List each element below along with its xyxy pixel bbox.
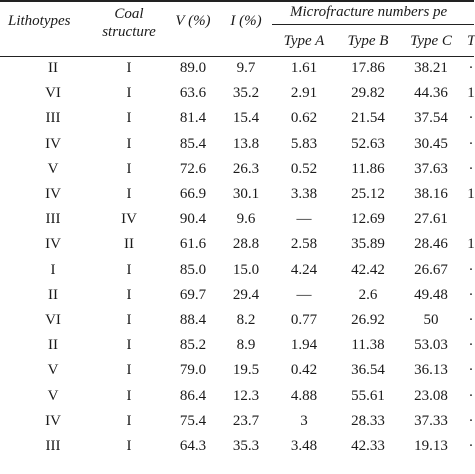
cell-type-b: 2.6 xyxy=(358,286,378,303)
cell-type-d: 1 xyxy=(467,186,475,202)
cell-type-d: · xyxy=(468,110,474,127)
header-rule xyxy=(0,56,474,57)
cell-type-c: 37.63 xyxy=(414,160,448,177)
cell-v: 88.4 xyxy=(179,312,207,328)
cell-type-d: · xyxy=(468,286,474,303)
cell-type-c: 37.33 xyxy=(414,412,448,429)
cell-coal-structure: I xyxy=(126,110,132,127)
cell-lithotype: III xyxy=(45,211,61,228)
cell-lithotype: II xyxy=(48,337,58,354)
table-row xyxy=(0,134,474,159)
cell-i: 35.2 xyxy=(232,85,260,102)
cell-i: 15.4 xyxy=(232,110,260,127)
cell-type-d: · xyxy=(468,312,474,328)
header-coal-structure-line1: Coal xyxy=(114,6,144,22)
cell-type-d: · xyxy=(468,160,474,177)
cell-coal-structure: I xyxy=(126,412,132,429)
cell-lithotype: VI xyxy=(45,85,61,102)
cell-i: 15.0 xyxy=(232,261,260,278)
cell-coal-structure: I xyxy=(126,135,132,152)
cell-type-b: 12.69 xyxy=(351,211,385,228)
cell-v: 89.0 xyxy=(179,60,207,76)
cell-type-b: 26.92 xyxy=(351,312,385,328)
table-row xyxy=(0,386,474,411)
cell-type-d: · xyxy=(468,387,474,404)
header-v: V (%) xyxy=(175,13,211,29)
cell-type-c: 27.61 xyxy=(414,211,448,228)
cell-type-c: 44.36 xyxy=(414,85,448,102)
cell-i: 9.6 xyxy=(236,211,256,228)
cell-lithotype: IV xyxy=(45,412,61,429)
table-row xyxy=(0,209,474,234)
cell-type-b: 29.82 xyxy=(351,85,385,102)
cell-type-d: · xyxy=(468,337,474,354)
cell-type-b: 35.89 xyxy=(351,236,385,253)
cell-coal-structure: I xyxy=(126,85,132,102)
table-row xyxy=(0,58,474,83)
cell-v: 85.0 xyxy=(179,261,207,278)
cell-type-c: 28.46 xyxy=(414,236,448,253)
cell-type-c: 36.13 xyxy=(414,362,448,379)
cell-type-d: 1 xyxy=(467,236,475,253)
cell-v: 66.9 xyxy=(179,186,207,202)
cell-type-c: 23.08 xyxy=(414,387,448,404)
cell-lithotype: III xyxy=(45,110,61,127)
table-row xyxy=(0,411,474,436)
cell-i: 29.4 xyxy=(232,286,260,303)
cell-i: 30.1 xyxy=(232,186,260,202)
header-type-d: T xyxy=(467,33,475,49)
cell-type-d: · xyxy=(468,362,474,379)
header-coal-structure-line2: structure xyxy=(102,24,156,40)
table-row xyxy=(0,285,474,310)
cell-type-c: 49.48 xyxy=(414,286,448,303)
cell-type-a: 3 xyxy=(300,412,308,429)
cell-v: 85.4 xyxy=(179,135,207,152)
cell-i: 9.7 xyxy=(236,60,256,76)
cell-type-c: 38.21 xyxy=(414,60,448,76)
cell-type-c: 38.16 xyxy=(414,186,448,202)
cell-type-b: 11.86 xyxy=(351,160,385,177)
cell-lithotype: VI xyxy=(45,312,61,328)
table-row xyxy=(0,436,474,461)
cell-coal-structure: I xyxy=(126,337,132,354)
cell-type-a: 0.52 xyxy=(290,160,318,177)
cell-type-c: 37.54 xyxy=(414,110,448,127)
cell-coal-structure: I xyxy=(126,387,132,404)
cell-type-d: · xyxy=(468,135,474,152)
cell-coal-structure: I xyxy=(126,312,132,328)
cell-v: 86.4 xyxy=(179,387,207,404)
cell-i: 12.3 xyxy=(232,387,260,404)
cell-v: 85.2 xyxy=(179,337,207,354)
cell-type-a: — xyxy=(296,211,312,228)
cell-type-c: 53.03 xyxy=(414,337,448,354)
cell-type-a: 4.88 xyxy=(290,387,318,404)
table-row xyxy=(0,310,474,335)
cell-type-a: 1.61 xyxy=(290,60,318,76)
cell-type-c: 26.67 xyxy=(414,261,448,278)
cell-type-b: 21.54 xyxy=(351,110,385,127)
cell-lithotype: I xyxy=(50,261,56,278)
cell-v: 69.7 xyxy=(179,286,207,303)
cell-i: 35.3 xyxy=(232,438,260,454)
cell-coal-structure: I xyxy=(126,261,132,278)
cell-lithotype: IV xyxy=(45,236,61,253)
cell-type-a: 0.42 xyxy=(290,362,318,379)
cell-coal-structure: II xyxy=(124,236,134,253)
cell-i: 8.2 xyxy=(236,312,256,328)
cell-v: 63.6 xyxy=(179,85,207,102)
cell-i: 19.5 xyxy=(232,362,260,379)
table-row xyxy=(0,360,474,385)
cell-type-b: 42.42 xyxy=(351,261,385,278)
cell-lithotype: II xyxy=(48,286,58,303)
cell-type-a: 3.48 xyxy=(290,438,318,454)
table-row xyxy=(0,159,474,184)
cell-coal-structure: I xyxy=(126,286,132,303)
cell-lithotype: V xyxy=(47,387,59,404)
cell-type-a: 5.83 xyxy=(290,135,318,152)
cell-type-a: 3.38 xyxy=(290,186,318,202)
cell-coal-structure: I xyxy=(126,438,132,454)
cell-type-b: 36.54 xyxy=(351,362,385,379)
cell-type-a: 1.94 xyxy=(290,337,318,354)
header-type-a: Type A xyxy=(283,33,325,49)
cell-type-c: 50 xyxy=(423,312,439,328)
cell-type-a: 0.77 xyxy=(290,312,318,328)
cell-type-b: 52.63 xyxy=(351,135,385,152)
cell-lithotype: V xyxy=(47,160,59,177)
cell-type-a: — xyxy=(296,286,312,303)
cell-type-b: 17.86 xyxy=(351,60,385,76)
group-underline xyxy=(272,24,474,25)
header-i: I (%) xyxy=(230,13,262,29)
cell-i: 23.7 xyxy=(232,412,260,429)
table-row xyxy=(0,108,474,133)
cell-type-b: 55.61 xyxy=(351,387,385,404)
cell-lithotype: II xyxy=(48,60,58,76)
cell-type-d: · xyxy=(468,261,474,278)
cell-lithotype: IV xyxy=(45,186,61,202)
cell-v: 64.3 xyxy=(179,438,207,454)
cell-type-d: · xyxy=(468,438,474,454)
cell-lithotype: III xyxy=(45,438,61,454)
table-row xyxy=(0,234,474,259)
cell-lithotype: V xyxy=(47,362,59,379)
cell-coal-structure: IV xyxy=(121,211,137,228)
cell-v: 61.6 xyxy=(179,236,207,253)
cell-i: 8.9 xyxy=(236,337,256,354)
cell-i: 28.8 xyxy=(232,236,260,253)
cell-coal-structure: I xyxy=(126,186,132,202)
cell-type-a: 4.24 xyxy=(290,261,318,278)
table-row xyxy=(0,260,474,285)
header-microfracture-group: Microfracture numbers pe xyxy=(290,4,448,20)
header-lithotypes: Lithotypes xyxy=(8,13,71,29)
cell-i: 26.3 xyxy=(232,160,260,177)
header-type-c: Type C xyxy=(410,33,452,49)
cell-type-b: 28.33 xyxy=(351,412,385,429)
cell-v: 90.4 xyxy=(179,211,207,228)
cell-type-d: · xyxy=(468,412,474,429)
cell-coal-structure: I xyxy=(126,362,132,379)
cell-v: 72.6 xyxy=(179,160,207,177)
cell-type-a: 0.62 xyxy=(290,110,318,127)
cell-lithotype: IV xyxy=(45,135,61,152)
cell-type-b: 25.12 xyxy=(351,186,385,202)
cell-coal-structure: I xyxy=(126,60,132,76)
cell-v: 79.0 xyxy=(179,362,207,379)
cell-v: 81.4 xyxy=(179,110,207,127)
cell-v: 75.4 xyxy=(179,412,207,429)
cell-type-b: 42.33 xyxy=(351,438,385,454)
header-type-b: Type B xyxy=(347,33,389,49)
table-row xyxy=(0,83,474,108)
table-row xyxy=(0,184,474,209)
cell-type-c: 19.13 xyxy=(414,438,448,454)
cell-type-a: 2.58 xyxy=(290,236,318,253)
cell-type-a: 2.91 xyxy=(290,85,318,102)
cell-type-b: 11.38 xyxy=(351,337,385,354)
cell-type-d: 1 xyxy=(467,85,475,102)
top-rule xyxy=(0,0,474,2)
cell-coal-structure: I xyxy=(126,160,132,177)
cell-type-d: · xyxy=(468,60,474,76)
cell-type-c: 30.45 xyxy=(414,135,448,152)
table-row xyxy=(0,335,474,360)
cell-i: 13.8 xyxy=(232,135,260,152)
